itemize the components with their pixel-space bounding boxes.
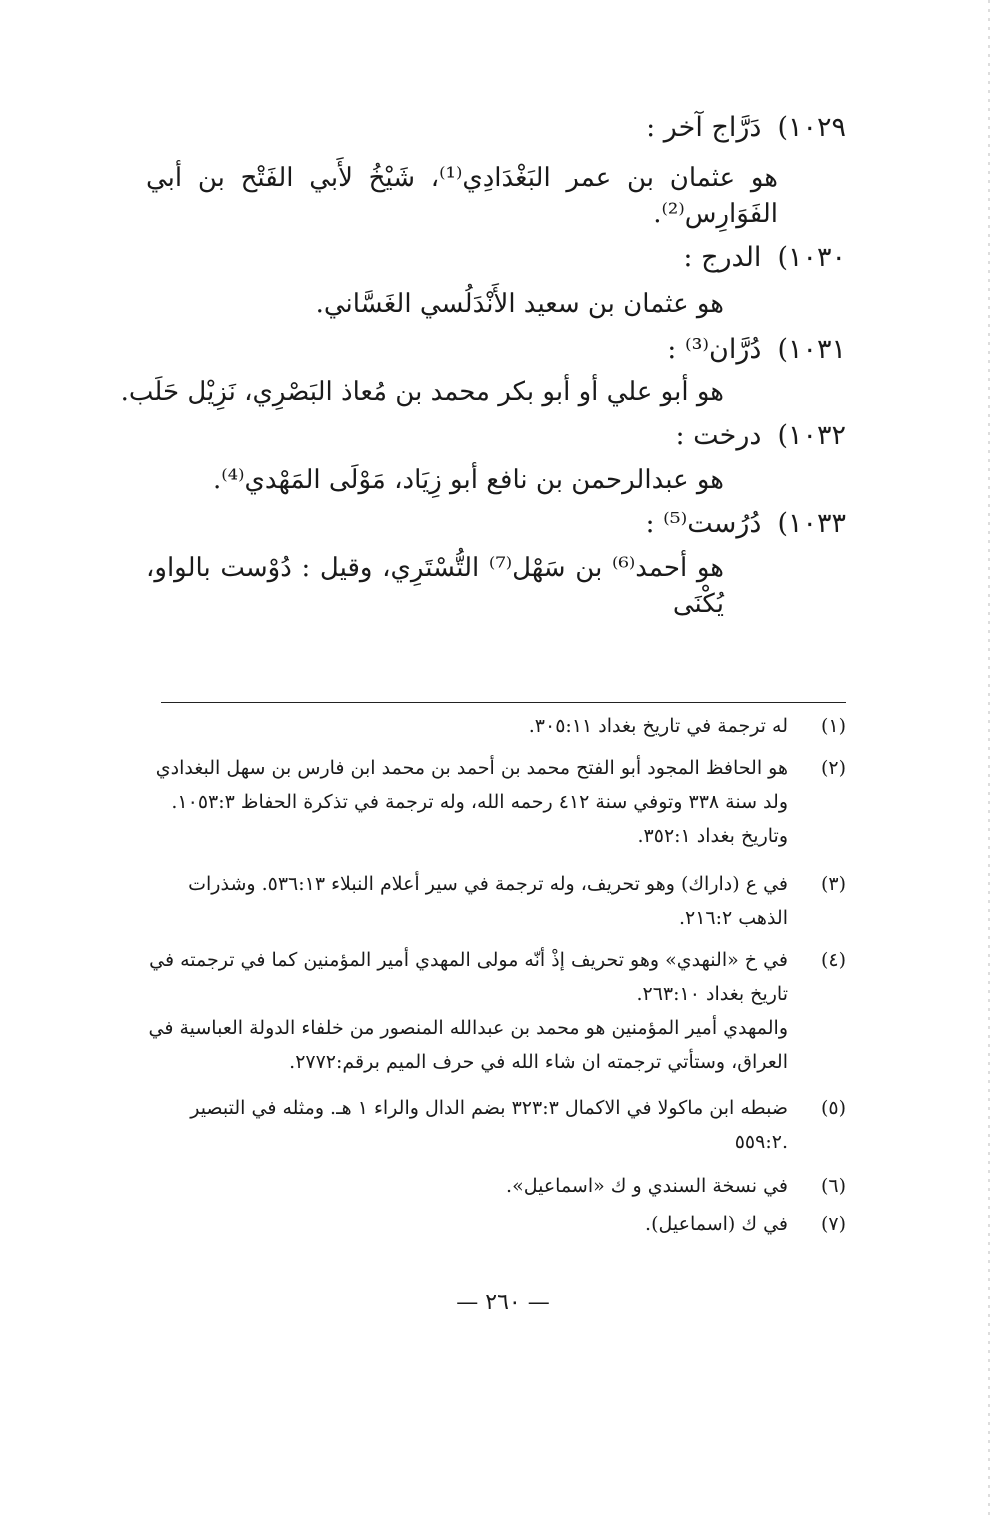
entry-body-line: هو عثمان بن سعيد الأَنْدَلُسي الغَسَّاني. [315, 289, 724, 319]
footnote-line: العراق، وستأتي ترجمته ان شاء الله في حرف الميم برقم:٢٧٧٢. [289, 1051, 788, 1073]
entry-heading [645, 506, 846, 542]
footnote-line: .٥٥٩:٢ [734, 1131, 788, 1153]
footnote-line: في ك (اسماعيل). [645, 1213, 788, 1235]
footnote-line: وتاريخ بغداد ٣٥٢:١. [637, 825, 788, 847]
entry-title: دُرُست⁽⁵⁾ : [645, 508, 762, 539]
entry-heading [683, 240, 846, 276]
footnote-line: تاريخ بغداد ٢٦٣:١٠. [636, 983, 788, 1005]
footnote-line: هو الحافظ المجود أبو الفتح محمد بن أحمد بن محمد ابن فارس بن سهل البغدادي [155, 757, 788, 779]
entry-title: دَرَّاج آخر : [646, 112, 762, 143]
footnote-line: الذهب ٢١٦:٢. [678, 907, 788, 929]
footnote-number: (٤) [820, 949, 846, 971]
scan-edge-artifact [988, 0, 990, 1517]
page-number: — ٢٦٠ — [456, 1290, 550, 1315]
footnote-number: (٢) [820, 757, 846, 779]
footnote-line: ضبطه ابن ماكولا في الاكمال ٣٢٣:٣ بضم الدال والراء ١ هـ. ومثله في التبصير [190, 1097, 788, 1119]
footnote-6 [506, 1172, 846, 1200]
footnote-number: (١) [820, 715, 846, 737]
footnote-line: في نسخة السندي و ك «اسماعيل». [506, 1175, 788, 1197]
entry-title: دُرَّان⁽³⁾ : [667, 334, 762, 365]
entry-number: ١٠٣١) [777, 334, 846, 365]
entry-heading [675, 418, 846, 454]
entry-body-line: الفَوَارِس⁽²⁾. [653, 199, 778, 229]
entry-number: ١٠٣٠) [777, 242, 846, 273]
footnote-4 [148, 946, 846, 1076]
entry-body-line: هو عبدالرحمن بن نافع أبو زِيَاد، مَوْلَى المَهْدي⁽⁴⁾. [212, 465, 724, 495]
footnote-number: (٣) [820, 873, 846, 895]
footnote-line: له ترجمة في تاريخ بغداد ٣٠٥:١١. [528, 715, 788, 737]
footnote-1 [528, 712, 846, 740]
footnote-number: (٥) [820, 1097, 846, 1119]
footnote-3 [188, 870, 846, 932]
entry-title: الدرج : [683, 242, 762, 273]
footnote-line: في ع (داراك) وهو تحريف، وله ترجمة في سير أعلام النبلاء ٥٣٦:١٣. وشذرات [188, 873, 788, 895]
footnote-line: في خ «النهدي» وهو تحريف إذْ أنّه مولى المهدي أمير المؤمنين كما في ترجمته في [149, 949, 788, 971]
footnote-number: (٦) [820, 1175, 846, 1197]
entry-number: ١٠٢٩) [777, 112, 846, 143]
footnote-5 [190, 1094, 846, 1156]
entry-number: ١٠٣٢) [777, 420, 846, 451]
entry-body-line: هو أبو علي أو أبو بكر محمد بن مُعاذ البَصْرِي، نَزِيْل حَلَب. [120, 377, 724, 407]
entry-body-line: هو أحمد⁽⁶⁾ بن سَهْل⁽⁷⁾ التُّسْتَرِي، وقيل : دُوْست بالواو، يُكْنَى [146, 553, 724, 619]
footnote-number: (٧) [820, 1213, 846, 1235]
entry-title: درخت : [675, 420, 762, 451]
entry-heading [667, 332, 846, 368]
footnote-line: ولد سنة ٣٣٨ وتوفي سنة ٤١٢ رحمه الله، وله ترجمة في تذكرة الحفاظ ١٠٥٣:٣. [171, 791, 788, 813]
entry-body-line: هو عثمان بن عمر البَغْدَادِي⁽¹⁾، شَيْخُ لأَبي الفَتْح بن أبي [146, 163, 778, 193]
entry-heading [646, 110, 846, 146]
footnote-2 [148, 754, 846, 850]
entry-number: ١٠٣٣) [777, 508, 846, 539]
footnote-line: والمهدي أمير المؤمنين هو محمد بن عبدالله المنصور من خلفاء الدولة العباسية في [148, 1017, 788, 1039]
footnote-separator [161, 702, 846, 703]
footnote-7 [645, 1210, 846, 1238]
